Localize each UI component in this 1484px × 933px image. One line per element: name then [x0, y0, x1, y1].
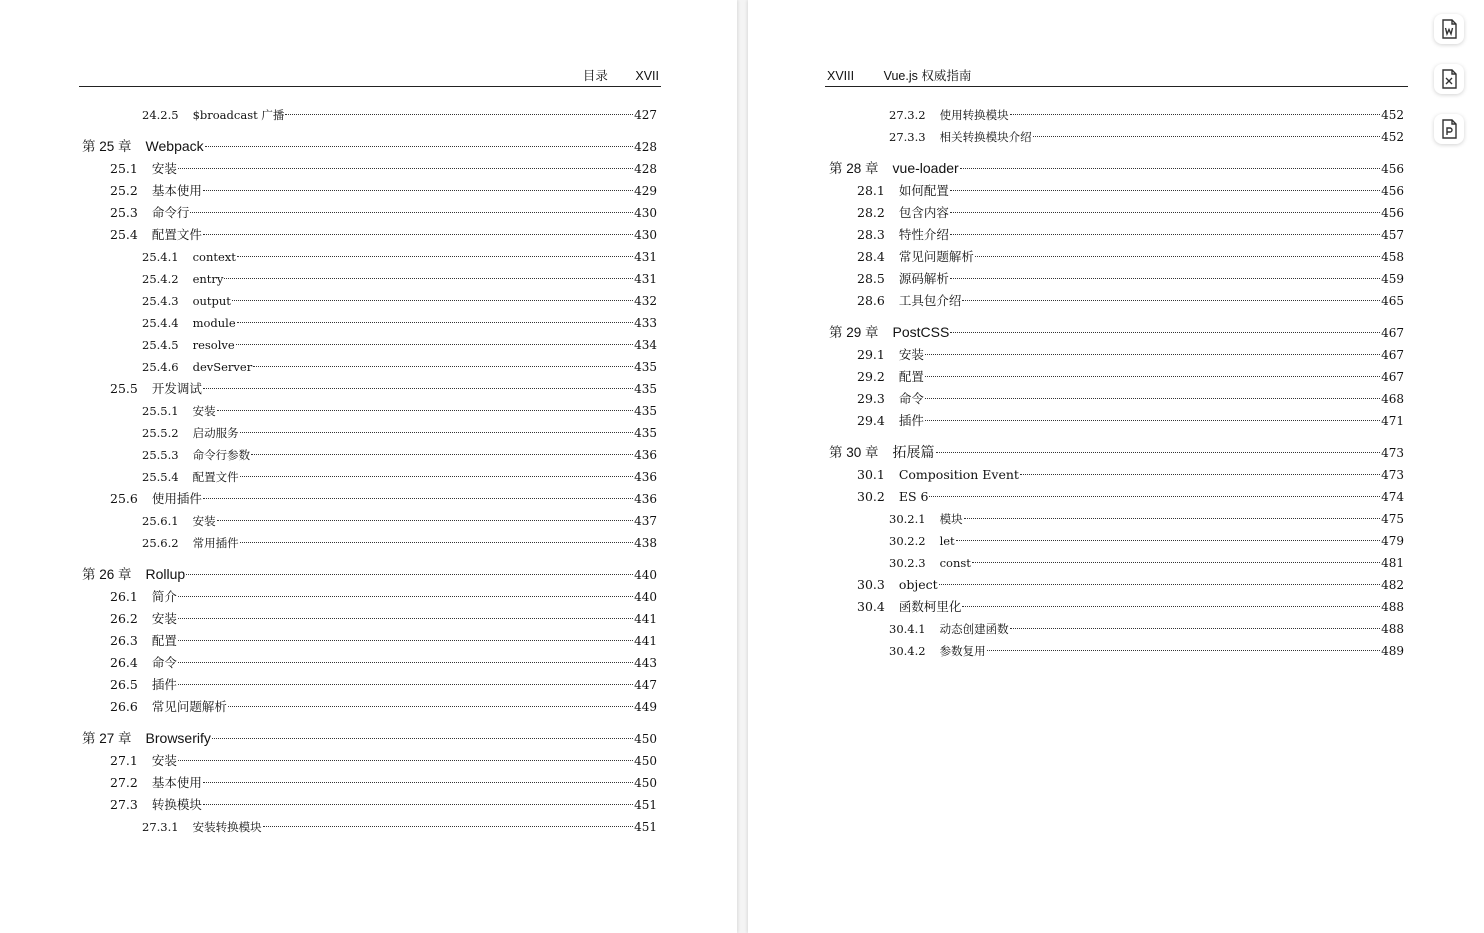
- toc-entry-number: 26.3: [110, 633, 138, 648]
- toc-entry-page: 452: [1381, 130, 1404, 144]
- toc-entry-page: 479: [1381, 534, 1404, 548]
- dot-leader: [925, 420, 1380, 421]
- toc-entry[interactable]: [80, 772, 659, 794]
- toc-entry-number: 第 28 章: [829, 161, 879, 176]
- toc-entry-page: 436: [634, 448, 657, 462]
- toc-entry-number: 26.1: [110, 589, 138, 604]
- toc-entry-number: 30.4: [857, 599, 885, 614]
- dot-leader: [203, 190, 633, 191]
- toc-entry-number: 25.4.2: [142, 272, 179, 286]
- toc-entry[interactable]: [827, 464, 1406, 486]
- toc-entry-number: 28.2: [857, 205, 885, 220]
- dot-leader: [960, 168, 1380, 169]
- dot-leader: [240, 476, 634, 477]
- header-page-number: XVIII: [827, 69, 855, 83]
- toc-entry-number: 27.3: [110, 797, 138, 812]
- toc-entry-title: 参数复用: [939, 644, 986, 658]
- toc-entry-title: 命令: [898, 391, 924, 406]
- toc-entry-number: 25.4.4: [142, 316, 179, 330]
- dot-leader: [1020, 474, 1380, 475]
- toc-entry-page: 429: [634, 184, 657, 198]
- dot-leader: [190, 212, 633, 213]
- toc-entry[interactable]: [80, 750, 659, 772]
- toc-chapter-entry[interactable]: [80, 726, 659, 750]
- toc-entry-page: 428: [634, 162, 657, 176]
- toc-entry[interactable]: [80, 104, 659, 126]
- toc-entry-title: 安装: [192, 404, 216, 418]
- toc-entry[interactable]: [80, 510, 659, 532]
- toc-entry-title: 转换模块: [151, 797, 202, 812]
- toc-entry-page: 437: [634, 514, 657, 528]
- dot-leader: [950, 190, 1380, 191]
- toc-entry[interactable]: [80, 674, 659, 696]
- toc-entry-page: 473: [1381, 446, 1404, 460]
- word-export-icon: [1440, 19, 1458, 39]
- toc-entry-number: 28.1: [857, 183, 885, 198]
- left-page: [0, 0, 737, 933]
- toc-entry-number: 27.3.3: [889, 130, 926, 144]
- toc-entry[interactable]: [80, 488, 659, 510]
- toc-entry[interactable]: [827, 290, 1406, 312]
- dot-leader: [925, 398, 1380, 399]
- toc-entry-title: devServer: [192, 360, 253, 374]
- toc-entry-number: 25.5.3: [142, 448, 179, 462]
- toc-entry-page: 488: [1381, 622, 1404, 636]
- toc-chapter-entry[interactable]: [80, 562, 659, 586]
- running-header-left: [79, 66, 661, 87]
- dot-leader: [217, 410, 634, 411]
- toc-entry[interactable]: [827, 530, 1406, 552]
- toc-entry[interactable]: [827, 574, 1406, 596]
- toc-entry[interactable]: [80, 586, 659, 608]
- toc-entry-number: 25.6: [110, 491, 138, 506]
- toc-entry-page: 432: [634, 294, 657, 308]
- toc-entry-title: ES 6: [898, 489, 929, 504]
- toc-entry-title: 命令行参数: [192, 448, 251, 462]
- toc-entry[interactable]: [827, 366, 1406, 388]
- dot-leader: [936, 452, 1381, 453]
- dot-leader: [1033, 136, 1381, 137]
- toc-entry-number: 29.4: [857, 413, 885, 428]
- dot-leader: [178, 684, 633, 685]
- toc-entry-page: 467: [1381, 348, 1404, 362]
- toc-entry-title: 模块: [939, 512, 963, 526]
- toc-entry-title: Composition Event: [898, 467, 1019, 482]
- toc-entry-page: 458: [1381, 250, 1404, 264]
- toc-entry-number: 25.1: [110, 161, 138, 176]
- toc-entry-page: 430: [634, 228, 657, 242]
- toc-entry-page: 473: [1381, 468, 1404, 482]
- toc-entry-number: 26.4: [110, 655, 138, 670]
- toc-entry[interactable]: [80, 290, 659, 312]
- running-header-right: [825, 66, 1408, 87]
- toc-entry-page: 443: [634, 656, 657, 670]
- toc-entry-number: 27.3.2: [889, 108, 926, 122]
- dot-leader: [212, 738, 633, 739]
- dot-leader: [178, 662, 633, 663]
- export-toolbar: [1434, 14, 1466, 164]
- toc-entry-page: 488: [1381, 600, 1404, 614]
- toc-entry-page: 431: [634, 250, 657, 264]
- toc-list-left: [80, 104, 659, 838]
- toc-entry[interactable]: [80, 180, 659, 202]
- toc-entry-title: 函数柯里化: [898, 599, 962, 614]
- toc-entry[interactable]: [827, 126, 1406, 148]
- toc-entry[interactable]: [80, 378, 659, 400]
- toc-entry-page: 449: [634, 700, 657, 714]
- toc-entry-title: 常见问题解析: [151, 699, 227, 714]
- toc-entry-number: 28.4: [857, 249, 885, 264]
- toc-entry-page: 456: [1381, 162, 1404, 176]
- dot-leader: [987, 650, 1381, 651]
- export-excel-button[interactable]: [1434, 64, 1464, 94]
- toc-entry-title: 特性介绍: [898, 227, 949, 242]
- toc-entry[interactable]: [827, 268, 1406, 290]
- toc-entry-page: 452: [1381, 108, 1404, 122]
- toc-entry-title: output: [192, 294, 231, 308]
- toc-entry-page: 431: [634, 272, 657, 286]
- toc-entry-page: 450: [634, 732, 657, 746]
- toc-entry-page: 471: [1381, 414, 1404, 428]
- dot-leader: [240, 432, 634, 433]
- toc-entry-page: 436: [634, 470, 657, 484]
- toc-entry-page: 481: [1381, 556, 1404, 570]
- ppt-export-icon: [1440, 119, 1458, 139]
- toc-entry-title: Webpack: [145, 138, 204, 154]
- toc-entry-number: 30.2: [857, 489, 885, 504]
- dot-leader: [950, 278, 1380, 279]
- toc-entry-number: 28.5: [857, 271, 885, 286]
- dot-leader: [178, 596, 633, 597]
- dot-leader: [950, 234, 1380, 235]
- toc-entry[interactable]: [80, 400, 659, 422]
- toc-entry-title: context: [192, 250, 236, 264]
- toc-entry-title: 基本使用: [151, 775, 202, 790]
- dot-leader: [962, 300, 1380, 301]
- toc-entry-page: 474: [1381, 490, 1404, 504]
- dot-leader: [950, 212, 1380, 213]
- dot-leader: [972, 562, 1380, 563]
- toc-entry-title: 插件: [898, 413, 924, 428]
- dot-leader: [224, 278, 633, 279]
- toc-chapter-entry[interactable]: [827, 156, 1406, 180]
- toc-entry-number: 27.2: [110, 775, 138, 790]
- toc-entry-number: 30.4.2: [889, 644, 926, 658]
- toc-entry[interactable]: [827, 224, 1406, 246]
- toc-entry-page: 467: [1381, 370, 1404, 384]
- toc-list-right: [827, 104, 1406, 662]
- toc-entry[interactable]: [80, 202, 659, 224]
- toc-entry-number: 第 30 章: [829, 445, 879, 460]
- toc-entry-title: module: [192, 316, 236, 330]
- toc-entry-page: 428: [634, 140, 657, 154]
- toc-entry-page: 434: [634, 338, 657, 352]
- toc-entry-title: resolve: [192, 338, 235, 352]
- toc-entry[interactable]: [80, 444, 659, 466]
- toc-entry-page: 489: [1381, 644, 1404, 658]
- toc-entry-title: 开发调试: [151, 381, 202, 396]
- toc-entry[interactable]: [827, 410, 1406, 432]
- dot-leader: [929, 496, 1380, 497]
- toc-entry-page: 451: [634, 798, 657, 812]
- toc-entry-number: 30.4.1: [889, 622, 926, 636]
- toc-entry-number: 27.1: [110, 753, 138, 768]
- toc-entry[interactable]: [827, 246, 1406, 268]
- toc-entry-title: 使用插件: [151, 491, 202, 506]
- toc-entry[interactable]: [80, 630, 659, 652]
- toc-entry-title: const: [939, 556, 971, 570]
- toc-entry-number: 25.5: [110, 381, 138, 396]
- dot-leader: [236, 344, 633, 345]
- toc-entry[interactable]: [827, 388, 1406, 410]
- toc-entry[interactable]: [80, 312, 659, 334]
- toc-entry-title: PostCSS: [892, 324, 950, 340]
- toc-entry-number: 25.4.1: [142, 250, 179, 264]
- toc-entry-title: entry: [192, 272, 224, 286]
- dot-leader: [962, 606, 1380, 607]
- dot-leader: [240, 542, 634, 543]
- dot-leader: [203, 234, 633, 235]
- toc-entry-page: 456: [1381, 206, 1404, 220]
- toc-entry-title: 基本使用: [151, 183, 202, 198]
- toc-entry[interactable]: [827, 104, 1406, 126]
- toc-entry-number: 25.5.2: [142, 426, 179, 440]
- toc-entry[interactable]: [827, 640, 1406, 662]
- toc-entry-page: 482: [1381, 578, 1404, 592]
- toc-entry-title: 相关转换模块介绍: [939, 130, 1032, 144]
- toc-entry-title: 配置文件: [151, 227, 202, 242]
- toc-entry[interactable]: [827, 508, 1406, 530]
- toc-entry-page: 435: [634, 426, 657, 440]
- toc-entry-title: 命令: [151, 655, 177, 670]
- toc-entry-title: 工具包介绍: [898, 293, 962, 308]
- toc-entry-number: 30.2.1: [889, 512, 926, 526]
- toc-entry-number: 30.2.2: [889, 534, 926, 548]
- header-title: 目录: [582, 69, 608, 83]
- toc-entry[interactable]: [80, 652, 659, 674]
- toc-chapter-entry[interactable]: [80, 134, 659, 158]
- toc-entry-title: 简介: [151, 589, 177, 604]
- toc-entry-page: 435: [634, 382, 657, 396]
- toc-entry-title: vue-loader: [892, 160, 959, 176]
- toc-entry-page: 440: [634, 568, 657, 582]
- toc-entry-number: 27.3.1: [142, 820, 179, 834]
- toc-entry-page: 441: [634, 634, 657, 648]
- dot-leader: [232, 300, 633, 301]
- dot-leader: [217, 520, 634, 521]
- toc-entry-title: 安装: [151, 753, 177, 768]
- toc-entry-page: 456: [1381, 184, 1404, 198]
- toc-entry-title: 插件: [151, 677, 177, 692]
- toc-entry-title: 动态创建函数: [939, 622, 1009, 636]
- toc-entry-number: 25.3: [110, 205, 138, 220]
- dot-leader: [939, 584, 1380, 585]
- toc-entry-page: 447: [634, 678, 657, 692]
- toc-entry-page: 436: [634, 492, 657, 506]
- toc-entry[interactable]: [80, 696, 659, 718]
- toc-entry-title: 包含内容: [898, 205, 949, 220]
- toc-entry-title: 常用插件: [192, 536, 239, 550]
- dot-leader: [178, 640, 633, 641]
- dot-leader: [950, 332, 1380, 333]
- toc-entry-title: 使用转换模块: [939, 108, 1009, 122]
- toc-entry-title: 启动服务: [192, 426, 239, 440]
- toc-entry-page: 440: [634, 590, 657, 604]
- toc-entry-title: object: [898, 577, 938, 592]
- toc-entry[interactable]: [80, 158, 659, 180]
- header-page-number: XVII: [635, 69, 659, 83]
- dot-leader: [253, 366, 633, 367]
- toc-entry-page: 450: [634, 776, 657, 790]
- dot-leader: [237, 322, 633, 323]
- toc-entry[interactable]: [80, 532, 659, 554]
- toc-entry-page: 468: [1381, 392, 1404, 406]
- dot-leader: [263, 826, 634, 827]
- toc-entry-number: 25.4: [110, 227, 138, 242]
- dot-leader: [964, 518, 1381, 519]
- toc-entry[interactable]: [80, 246, 659, 268]
- toc-entry-page: 438: [634, 536, 657, 550]
- header-title: Vue.js 权威指南: [883, 69, 972, 83]
- export-ppt-button[interactable]: [1434, 114, 1464, 144]
- toc-entry[interactable]: [80, 794, 659, 816]
- toc-entry[interactable]: [827, 596, 1406, 618]
- toc-entry-page: 435: [634, 404, 657, 418]
- toc-entry-title: 拓展篇: [892, 444, 935, 460]
- toc-entry-number: 25.6.1: [142, 514, 179, 528]
- toc-entry[interactable]: [827, 202, 1406, 224]
- dot-leader: [237, 256, 633, 257]
- toc-entry-number: 25.2: [110, 183, 138, 198]
- dot-leader: [228, 706, 633, 707]
- toc-entry-title: 命令行: [151, 205, 190, 220]
- dot-leader: [251, 454, 633, 455]
- right-page: [748, 0, 1484, 933]
- toc-entry[interactable]: [80, 224, 659, 246]
- dot-leader: [203, 498, 633, 499]
- dot-leader: [1010, 628, 1381, 629]
- toc-entry[interactable]: [80, 816, 659, 838]
- toc-entry-page: 427: [634, 108, 657, 122]
- toc-entry-page: 430: [634, 206, 657, 220]
- dot-leader: [285, 114, 633, 115]
- dot-leader: [186, 574, 633, 575]
- toc-entry-page: 475: [1381, 512, 1404, 526]
- toc-entry-page: 450: [634, 754, 657, 768]
- toc-entry[interactable]: [80, 422, 659, 444]
- toc-entry-number: 25.5.1: [142, 404, 179, 418]
- dot-leader: [925, 376, 1380, 377]
- toc-entry-title: Browserify: [145, 730, 211, 746]
- dot-leader: [203, 388, 633, 389]
- excel-export-icon: [1440, 69, 1458, 89]
- toc-entry[interactable]: [80, 268, 659, 290]
- toc-entry-number: 第 26 章: [82, 567, 132, 582]
- toc-entry-number: 第 25 章: [82, 139, 132, 154]
- toc-entry-title: 源码解析: [898, 271, 949, 286]
- toc-entry-title: 配置: [898, 369, 924, 384]
- toc-chapter-entry[interactable]: [827, 320, 1406, 344]
- toc-entry-page: 451: [634, 820, 657, 834]
- toc-entry-number: 30.1: [857, 467, 885, 482]
- toc-entry-title: $broadcast 广播: [192, 108, 285, 122]
- toc-entry-title: Rollup: [145, 566, 186, 582]
- toc-entry-title: 安装: [898, 347, 924, 362]
- dot-leader: [203, 782, 633, 783]
- toc-entry-number: 第 29 章: [829, 325, 879, 340]
- toc-entry-number: 25.4.6: [142, 360, 179, 374]
- toc-entry-number: 25.4.5: [142, 338, 179, 352]
- toc-entry-number: 28.6: [857, 293, 885, 308]
- toc-entry-title: 如何配置: [898, 183, 949, 198]
- toc-entry-page: 457: [1381, 228, 1404, 242]
- dot-leader: [178, 618, 633, 619]
- toc-entry-title: let: [939, 534, 955, 548]
- toc-entry-page: 433: [634, 316, 657, 330]
- toc-entry-number: 第 27 章: [82, 731, 132, 746]
- toc-entry[interactable]: [827, 618, 1406, 640]
- dot-leader: [178, 168, 633, 169]
- toc-entry-number: 28.3: [857, 227, 885, 242]
- toc-entry[interactable]: [80, 356, 659, 378]
- toc-entry-title: 安装转换模块: [192, 820, 262, 834]
- toc-entry-number: 29.3: [857, 391, 885, 406]
- toc-entry-number: 30.3: [857, 577, 885, 592]
- toc-entry-title: 常见问题解析: [898, 249, 974, 264]
- toc-entry[interactable]: [80, 466, 659, 488]
- dot-leader: [925, 354, 1380, 355]
- toc-entry-number: 25.5.4: [142, 470, 179, 484]
- toc-entry-number: 29.1: [857, 347, 885, 362]
- dot-leader: [975, 256, 1380, 257]
- toc-chapter-entry[interactable]: [827, 440, 1406, 464]
- toc-entry-number: 26.6: [110, 699, 138, 714]
- toc-entry-page: 459: [1381, 272, 1404, 286]
- toc-entry-number: 24.2.5: [142, 108, 179, 122]
- toc-entry[interactable]: [827, 552, 1406, 574]
- toc-entry-page: 465: [1381, 294, 1404, 308]
- toc-entry-number: 30.2.3: [889, 556, 926, 570]
- dot-leader: [1010, 114, 1381, 115]
- toc-entry-number: 29.2: [857, 369, 885, 384]
- toc-entry-number: 25.6.2: [142, 536, 179, 550]
- dot-leader: [956, 540, 1380, 541]
- toc-entry-number: 26.2: [110, 611, 138, 626]
- toc-entry-title: 配置: [151, 633, 177, 648]
- dot-leader: [205, 146, 633, 147]
- toc-entry[interactable]: [827, 344, 1406, 366]
- toc-entry-page: 441: [634, 612, 657, 626]
- dot-leader: [203, 804, 633, 805]
- toc-entry-page: 435: [634, 360, 657, 374]
- toc-entry[interactable]: [80, 334, 659, 356]
- toc-entry[interactable]: [80, 608, 659, 630]
- toc-entry-page: 467: [1381, 326, 1404, 340]
- toc-entry-number: 25.4.3: [142, 294, 179, 308]
- toc-entry-title: 安装: [192, 514, 216, 528]
- export-word-button[interactable]: [1434, 14, 1464, 44]
- toc-entry[interactable]: [827, 180, 1406, 202]
- dot-leader: [178, 760, 633, 761]
- toc-entry[interactable]: [827, 486, 1406, 508]
- toc-entry-title: 安装: [151, 161, 177, 176]
- toc-entry-title: 配置文件: [192, 470, 239, 484]
- toc-entry-title: 安装: [151, 611, 177, 626]
- toc-entry-number: 26.5: [110, 677, 138, 692]
